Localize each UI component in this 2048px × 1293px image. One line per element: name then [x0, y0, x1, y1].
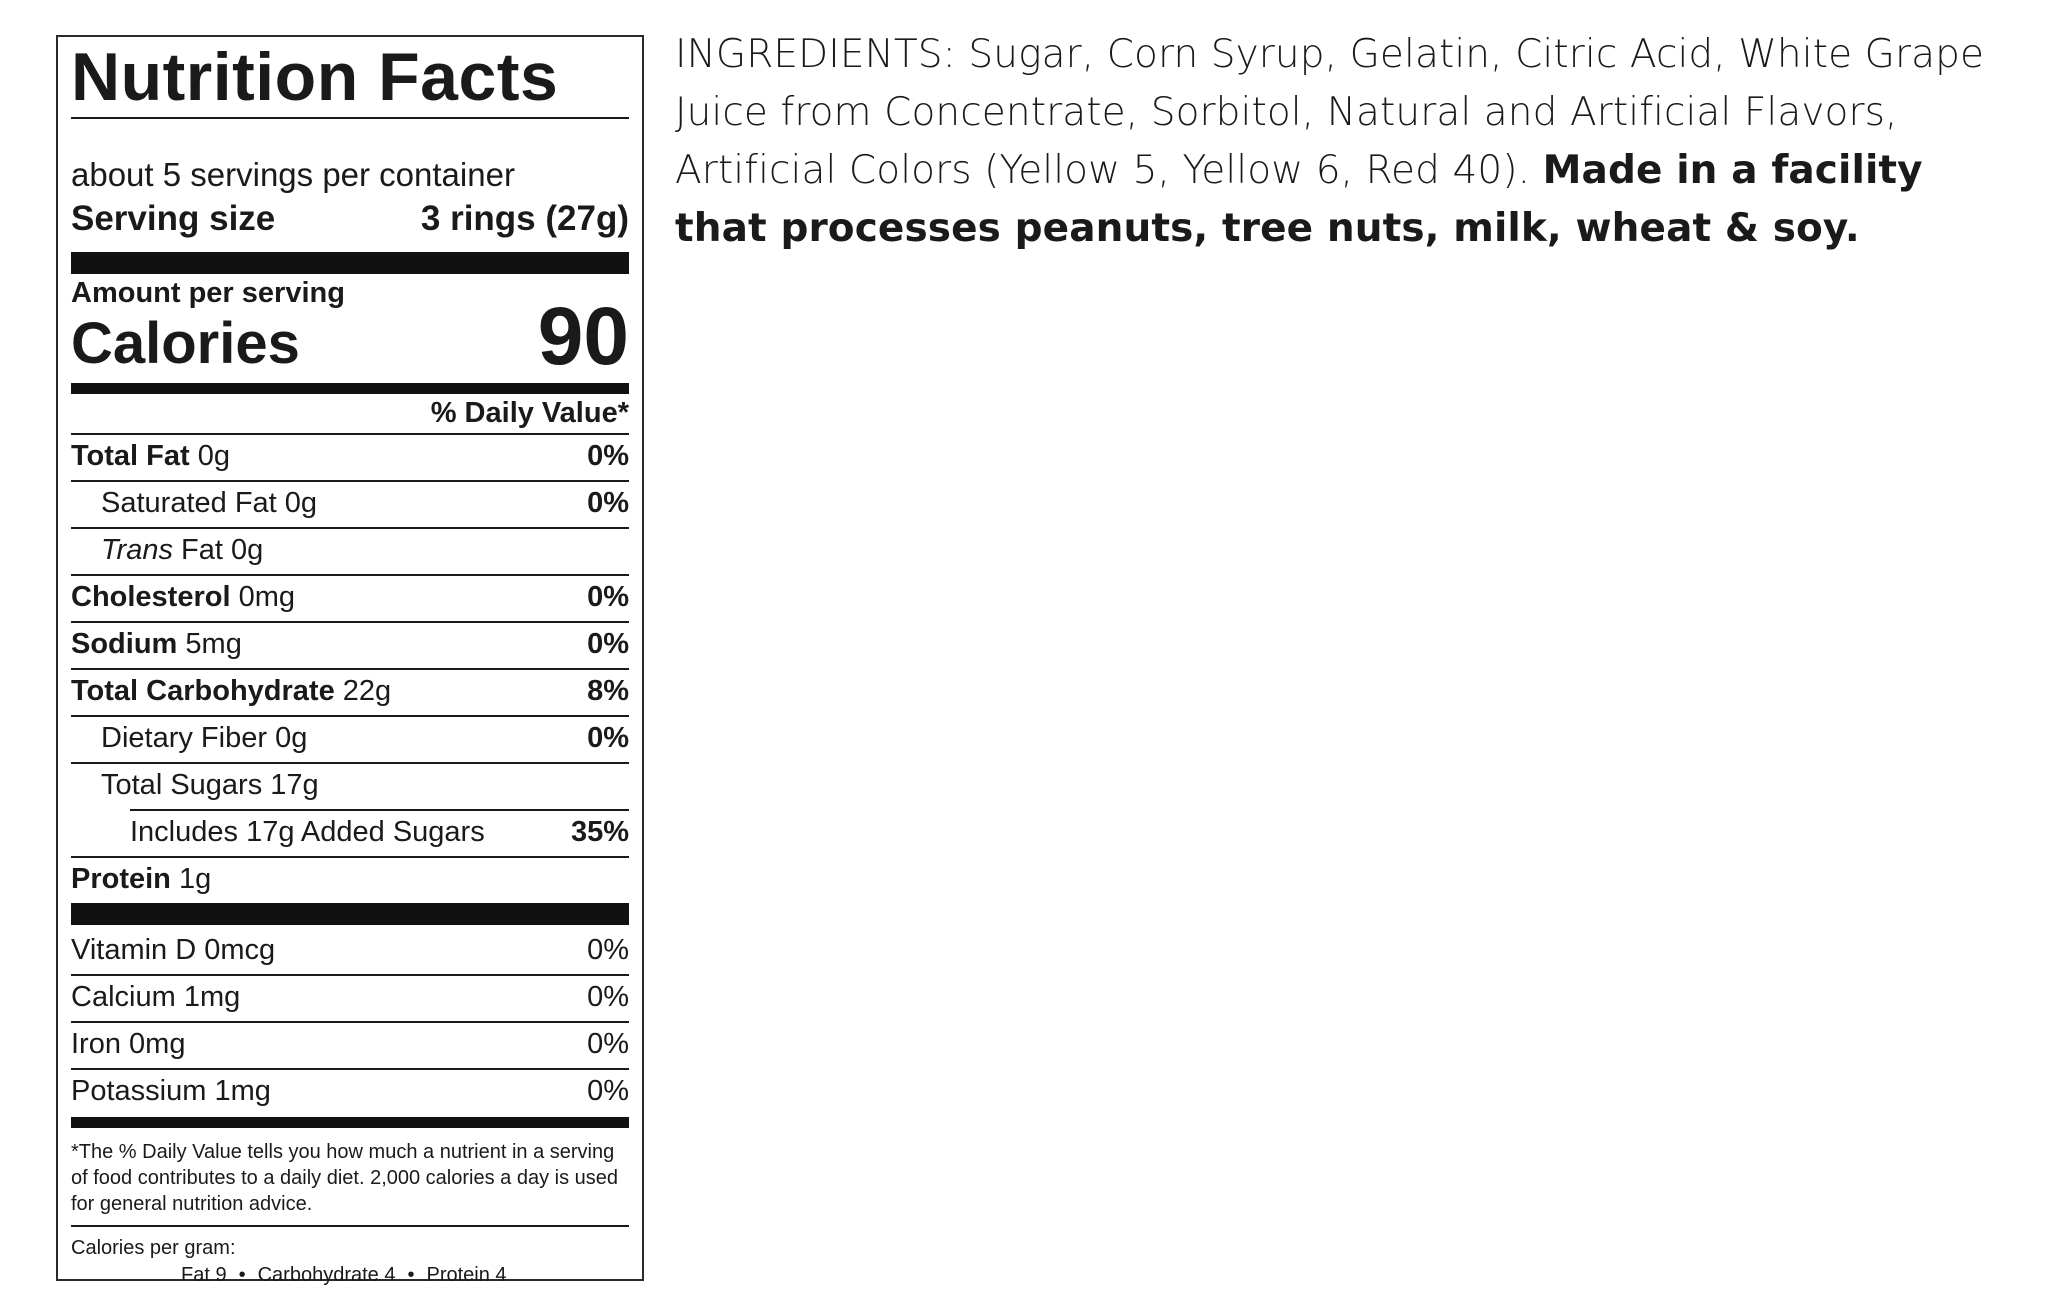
vitamin-label: Vitamin D 0mcg: [71, 934, 276, 966]
vitamin-row-vitamin-d: [71, 927, 629, 974]
vitamin-label: Iron 0mg: [71, 1028, 186, 1060]
nutrient-label: Total Fat 0g: [71, 440, 231, 472]
daily-value-percent: 0%: [587, 487, 629, 519]
nutrient-row-total-carbohydrate: [71, 668, 629, 715]
nutrition-facts-inner: [71, 37, 629, 1286]
fat-calories-per-gram: Fat 9: [181, 1264, 227, 1286]
nutrient-row-dietary-fiber: [71, 715, 629, 762]
nutrient-label: Trans Fat 0g: [101, 534, 264, 566]
daily-value-percent: 0%: [587, 628, 629, 660]
servings-per-container: about 5 servings per container: [71, 156, 515, 193]
nutrient-row-sodium: [71, 621, 629, 668]
nutrient-label: Sodium 5mg: [71, 628, 242, 660]
daily-value-percent: 0%: [587, 440, 629, 472]
serving-size-value: 3 rings (27g): [420, 199, 629, 238]
bullet-separator: •: [238, 1264, 246, 1286]
nutrient-row-saturated-fat: [71, 480, 629, 527]
vitamin-row-iron: [71, 1021, 629, 1068]
amount-per-serving: Amount per serving: [71, 277, 345, 309]
serving-size-label: Serving size: [71, 199, 276, 238]
nutrient-row-added-sugars: [71, 809, 629, 856]
nutrition-facts-panel: [56, 35, 644, 1286]
nutrient-label: Saturated Fat 0g: [101, 487, 318, 519]
medium-divider: [71, 1117, 629, 1128]
serving-size-row: [71, 197, 629, 241]
daily-value-percent: 0%: [587, 981, 629, 1013]
nutrient-row-protein: [71, 856, 629, 903]
daily-value-percent: 8%: [587, 675, 629, 707]
calories-label: Calories: [71, 311, 300, 376]
nutrient-row-total-fat: [71, 433, 629, 480]
nutrient-label: Cholesterol 0mg: [71, 581, 296, 613]
daily-value-percent: 0%: [587, 1075, 629, 1107]
daily-value-footnote: *The % Daily Value tells you how much a nutrient in a serving of food contributes to a daily diet. 2,000 calories a day is used for general nutrition advice.: [71, 1141, 619, 1215]
vitamin-label: Calcium 1mg: [71, 981, 241, 1013]
vitamin-row-calcium: [71, 974, 629, 1021]
allergen-statement: Made in a facility that processes peanuts, tree nuts, milk, wheat & soy.: [675, 148, 1923, 251]
protein-calories-per-gram: Protein 4: [426, 1264, 507, 1286]
calories-value: 90: [537, 291, 629, 382]
nutrient-label: Protein 1g: [71, 863, 212, 895]
divider: [71, 1225, 629, 1227]
daily-value-percent: 0%: [587, 934, 629, 966]
daily-value-percent: 0%: [587, 1028, 629, 1060]
nutrient-label: Dietary Fiber 0g: [101, 722, 308, 754]
nutrient-row-total-sugars: [71, 762, 629, 809]
calories-per-gram-values: [181, 1262, 507, 1288]
nutrient-label: Total Carbohydrate 22g: [71, 675, 392, 707]
ingredients-statement: [675, 26, 2020, 258]
ingredients-list: INGREDIENTS: Sugar, Corn Syrup, Gelatin, Citric Acid, White Grape Juice from Concentrate, Sorbitol, Natural and Artificial Flavors, Artificial Colors (Yellow 5, Yellow 6, Red 40).: [675, 32, 1985, 193]
calories-per-gram-label: Calories per gram:: [71, 1237, 236, 1259]
thick-divider: [71, 252, 629, 274]
daily-value-percent: 0%: [587, 722, 629, 754]
nutrition-facts-title: Nutrition Facts: [71, 39, 559, 115]
daily-value-percent: 0%: [587, 581, 629, 613]
nutrient-label: Total Sugars 17g: [101, 769, 319, 801]
vitamin-label: Potassium 1mg: [71, 1075, 271, 1107]
nutrient-label: Includes 17g Added Sugars: [130, 816, 485, 848]
carbohydrate-calories-per-gram: Carbohydrate 4: [257, 1264, 396, 1286]
nutrient-row-trans-fat: [71, 527, 629, 574]
divider: [71, 117, 629, 119]
daily-value-percent: 35%: [570, 816, 629, 848]
nutrient-row-cholesterol: [71, 574, 629, 621]
thick-divider: [71, 903, 629, 925]
vitamin-row-potassium: [71, 1068, 629, 1115]
daily-value-header: % Daily Value*: [430, 397, 629, 429]
bullet-separator: •: [407, 1264, 415, 1286]
medium-divider: [71, 383, 629, 394]
